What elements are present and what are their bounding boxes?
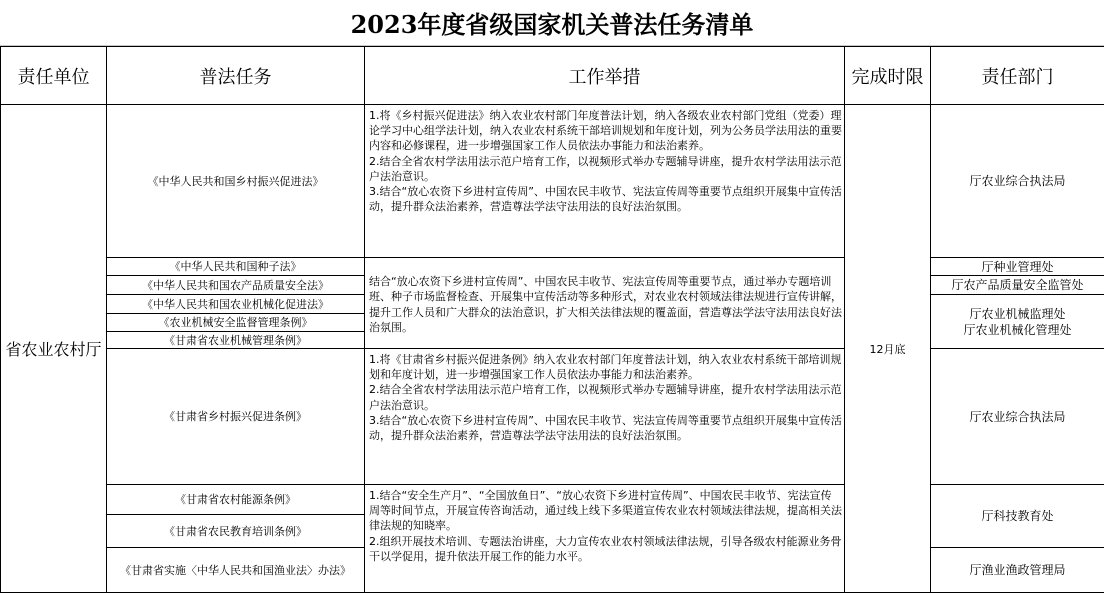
measure-line: 3.结合“放心农资下乡进村宣传周”、中国农民丰收节、宪法宣传周等重要节点组织开展集中宣传活动，提升群众法治素养，营造尊法学法守法用法的良好法治氛围。 (369, 185, 842, 214)
dept-cell: 厅农业综合执法局 (931, 349, 1104, 485)
measure-line: 1.结合“安全生产月”、“全国放鱼日”、“放心农资下乡进村宣传周”、中国农民丰收节、宪法宣传周等时间节点，开展宣传咨询活动，通过线上线下多渠道宣传农业农村领域法律法规，提高相关法律法规的知晓率。 (369, 489, 842, 533)
table-row (1, 485, 1104, 515)
task-item: 《农业机械安全监督管理条例》 (107, 314, 365, 332)
task-item: 《中华人民共和国农业机械化促进法》 (107, 295, 365, 314)
table-row (1, 258, 1104, 276)
dept-cell: 厅农产品质量安全监管处 (931, 276, 1104, 295)
measure-line: 2.结合全省农村学法用法示范户培育工作，以视频形式举办专题辅导讲座，提升农村学法用法示范户法治意识。 (369, 154, 842, 183)
task-item: 《甘肃省农业机械管理条例》 (107, 332, 365, 349)
dept-line: 厅农业机械化管理处 (963, 322, 1072, 337)
table-row (1, 349, 1104, 485)
table-row (1, 105, 1104, 258)
measure-line: 2.组织开展技术培训、专题法治讲座，大力宣传农业农村领域法律法规，引导各级农村能源业务骨干以学促用，提升依法开展工作的能力水平。 (369, 534, 842, 563)
dept-cell: 厅种业管理处 (931, 258, 1104, 276)
task-item: 《甘肃省乡村振兴促进条例》 (107, 349, 365, 485)
task-item: 《甘肃省农村能源条例》 (107, 485, 365, 515)
task-table (0, 46, 1104, 593)
header-row (1, 47, 1104, 105)
dept-cell: 厅渔业渔政管理局 (931, 548, 1104, 593)
measure-line: 1.将《乡村振兴促进法》纳入农业农村部门年度普法计划，纳入各级农业农村部门党组（党委）理论学习中心组学法计划，纳入农业农村系统干部培训规划和年度计划，列为公务员学法用法的重要内容和必修课程，进一步增强国家工作人员依法办事能力和法治素养。 (369, 109, 842, 153)
responsible-unit: 省农业农村厅 (1, 105, 107, 593)
measure-block-4 (365, 485, 845, 593)
dept-cell: 厅科技教育处 (931, 485, 1104, 548)
task-item: 《中华人民共和国农产品质量安全法》 (107, 276, 365, 295)
deadline: 12月底 (845, 105, 931, 593)
task-item: 《中华人民共和国乡村振兴促进法》 (107, 105, 365, 258)
page-title: 2023年度省级国家机关普法任务清单 (0, 0, 1104, 46)
header-task: 普法任务 (107, 47, 365, 105)
measure-block-1 (365, 105, 845, 258)
measure-line: 2.结合全省农村学法用法示范户培育工作，以视频形式举办专题辅导讲座，提升农村学法用法示范户法治意识。 (369, 383, 842, 412)
measure-block-3 (365, 349, 845, 485)
dept-cell: 厅农业综合执法局 (931, 105, 1104, 258)
dept-line: 厅农业机械监理处 (969, 306, 1066, 321)
task-item: 《中华人民共和国种子法》 (107, 258, 365, 276)
measure-line: 1.将《甘肃省乡村振兴促进条例》纳入农业农村部门年度普法计划，纳入农业农村系统干部培训规划和年度计划，进一步增强国家工作人员依法办事能力和法治素养。 (369, 353, 842, 382)
header-dept: 责任部门 (931, 47, 1104, 105)
task-item: 《甘肃省农民教育培训条例》 (107, 515, 365, 548)
header-unit: 责任单位 (1, 47, 107, 105)
measure-line: 结合“放心农资下乡进村宣传周”、中国农民丰收节、宪法宣传周等重要节点，通过举办专题培训班、种子市场监督检查、开展集中宣传活动等多种形式，对农业农村领域法律法规进行宣传讲解，提升工作人员和广大群众的法治意识，扩大相关法律法规的覆盖面，营造尊法学法守法用法良好法治氛围。 (369, 275, 842, 334)
dept-cell (931, 295, 1104, 349)
task-item: 《甘肃省实施〈中华人民共和国渔业法〉办法》 (107, 548, 365, 593)
measure-line: 3.结合“放心农资下乡进村宣传周”、中国农民丰收节、宪法宣传周等重要节点组织开展集中宣传活动，提升群众法治素养，营造尊法学法守法用法的良好法治氛围。 (369, 413, 842, 443)
header-deadline: 完成时限 (845, 47, 931, 105)
measure-block-2 (365, 258, 845, 349)
header-measure: 工作举措 (365, 47, 845, 105)
